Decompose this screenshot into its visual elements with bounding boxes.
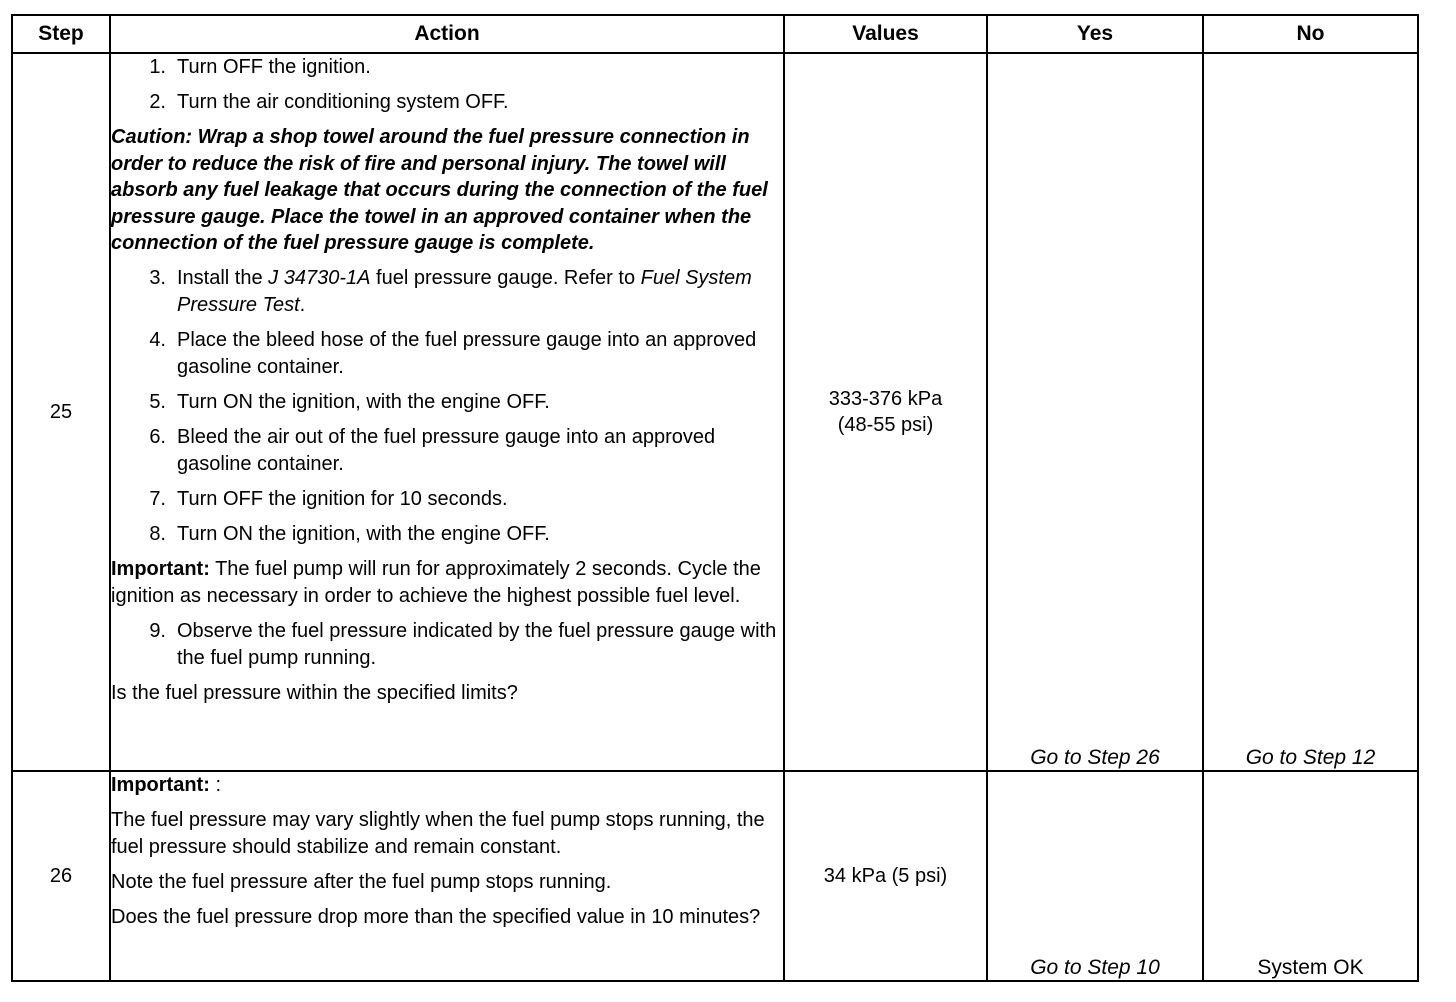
action-cell [110,771,784,981]
go-to-step-12-link[interactable]: Go to Step 12 [1245,746,1376,769]
question: Is the fuel pressure within the specified limits? [111,681,518,704]
system-ok-text: System OK [1257,956,1364,979]
list-number: 3. [149,266,166,289]
important-heading [111,772,783,799]
go-to-step-26-link[interactable]: Go to Step 26 [1030,746,1160,769]
caution-note: Caution: Wrap a shop towel around the fuel pressure connection in order to reduce the risk of fire and personal injury. The towel will absorb any fuel leakage that occurs during the connection of the fuel pressure gauge. Place the towel in an approved container when the connection of the fuel pressure gauge is complete. [111,126,768,254]
paragraph: Note the fuel pressure after the fuel pump stops running. [111,871,612,893]
diagnostic-table [11,14,1419,982]
list-number: 5. [149,390,166,413]
list-text: Turn OFF the ignition. [177,56,371,78]
text-fragment: fuel pressure gauge. Refer to [370,266,641,289]
list-text [177,265,783,319]
tool-reference: J 34730-1A [268,266,371,289]
list-number: 4. [149,328,166,351]
important-label: Important: [111,774,210,796]
list-item [111,618,783,672]
list-text: Place the bleed hose of the fuel pressure gauge into an approved gasoline container. [177,328,757,378]
list-item [111,89,783,116]
values-cell: 34 kPa (5 psi) [784,771,987,981]
header-action: Action [110,15,784,53]
action-cell [110,53,784,771]
important-label: Important: [111,557,210,580]
list-item [111,54,783,81]
list-item [111,521,783,548]
list-text: Turn ON the ignition, with the engine OFF. [177,390,550,413]
text-fragment: . [299,293,306,316]
step-number: 26 [12,771,110,981]
list-text: Turn the air conditioning system OFF. [177,91,509,113]
text-fragment: Install the [177,266,269,289]
yes-cell [987,771,1203,981]
values-cell [784,53,987,771]
list-text: Bleed the air out of the fuel pressure gauge into an approved gasoline container. [177,425,716,475]
list-number: 9. [149,619,166,642]
procedure-link[interactable]: Fuel System Pressure Test [177,266,752,316]
list-text: Observe the fuel pressure indicated by the fuel pressure gauge with the fuel pump running. [177,619,777,669]
value-imperial: (48-55 psi) [837,414,934,436]
no-cell [1203,771,1418,981]
go-to-step-10-link[interactable]: Go to Step 10 [1030,956,1160,979]
list-number: 7. [149,487,166,510]
important-note [111,556,783,610]
list-number: 2. [149,91,166,113]
header-row [12,15,1418,53]
header-step: Step [12,15,110,53]
list-item [111,424,783,478]
list-number: 1. [149,56,166,78]
question: Does the fuel pressure drop more than the specified value in 10 minutes? [111,906,761,928]
list-number: 6. [149,425,166,448]
list-text: Turn ON the ignition, with the engine OFF. [177,522,550,545]
value-metric: 333-376 kPa [828,388,943,410]
header-values: Values [784,15,987,53]
important-suffix: : [209,774,222,796]
list-item [111,265,783,319]
no-cell [1203,53,1418,771]
header-yes: Yes [987,15,1203,53]
list-number: 8. [149,522,166,545]
list-item [111,389,783,416]
table-row-step-26 [12,771,1418,981]
step-number: 25 [12,53,110,771]
yes-cell [987,53,1203,771]
header-no: No [1203,15,1418,53]
list-item [111,486,783,513]
list-text: Turn OFF the ignition for 10 seconds. [177,487,508,510]
paragraph: The fuel pressure may vary slightly when the fuel pump stops running, the fuel pressure should stabilize and remain constant. [111,809,765,858]
table-row-step-25 [12,53,1418,771]
important-text: The fuel pump will run for approximately 2 seconds. Cycle the ignition as necessary in order to achieve the highest possible fuel level. [111,557,761,607]
list-item [111,327,783,381]
